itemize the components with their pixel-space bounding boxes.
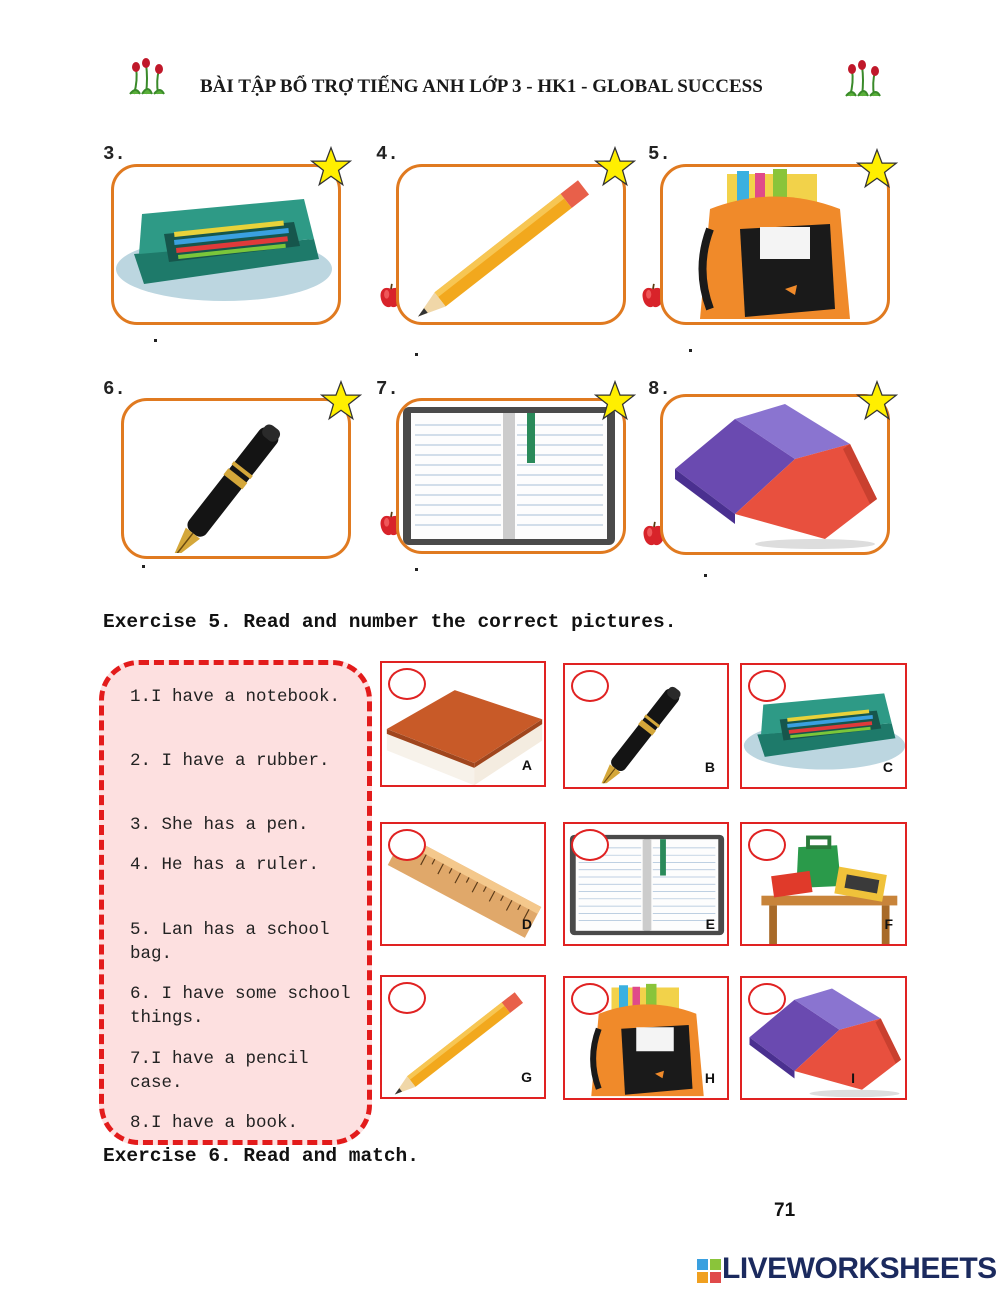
star-icon (856, 148, 898, 190)
answer-circle-e[interactable] (571, 829, 609, 861)
item-number-3: 3. (103, 143, 126, 165)
picture-cell-f (740, 822, 907, 946)
answer-circle-d[interactable] (388, 829, 426, 861)
picture-letter-g: G (521, 1069, 532, 1085)
picture-cell-c (740, 663, 907, 789)
star-icon (856, 380, 898, 422)
sentence-7: 7.I have a pencil case. (130, 1049, 309, 1093)
picture-letter-d: D (521, 916, 532, 932)
answer-circle-b[interactable] (571, 670, 609, 702)
liveworksheets-logo-icon (697, 1259, 721, 1283)
rubber-image (665, 399, 885, 549)
picture-frame-pencil (396, 164, 626, 325)
item-number-4: 4. (376, 143, 399, 165)
page-number: 71 (774, 1200, 796, 1221)
picture-frame-pencil-case (111, 164, 341, 325)
picture-cell-g (380, 975, 546, 1099)
pen-image (126, 403, 346, 553)
picture-letter-a: A (521, 757, 532, 773)
item-number-8: 8. (648, 378, 671, 400)
answer-blank (142, 565, 145, 568)
sentence-5: 5. Lan has a school bag. (130, 920, 330, 964)
sentence-3: 3. She has a pen. (130, 815, 309, 835)
picture-letter-i: I (851, 1070, 855, 1086)
sentence-2: 2. I have a rubber. (130, 751, 330, 771)
worksheet-title: BÀI TẬP BỔ TRỢ TIẾNG ANH LỚP 3 - HK1 - GLOBAL SUCCESS (200, 76, 763, 97)
sentence-1: 1.I have a notebook. (130, 687, 341, 707)
exercise-5-title: Exercise 5. Read and number the correct pictures. (103, 611, 677, 633)
picture-cell-h (563, 976, 729, 1100)
sentence-4: 4. He has a ruler. (130, 855, 320, 875)
picture-cell-a (380, 661, 546, 787)
answer-circle-a[interactable] (388, 668, 426, 700)
picture-cell-d (380, 822, 546, 946)
picture-letter-b: B (704, 759, 715, 775)
answer-circle-c[interactable] (748, 670, 786, 702)
star-icon (310, 146, 352, 188)
item-number-5: 5. (648, 143, 671, 165)
picture-letter-f: F (884, 916, 893, 932)
answer-blank (415, 568, 418, 571)
answer-circle-f[interactable] (748, 829, 786, 861)
answer-blank (704, 574, 707, 577)
answer-blank (154, 339, 157, 342)
star-icon (320, 380, 362, 422)
picture-letter-h: H (704, 1070, 715, 1086)
answer-circle-g[interactable] (388, 982, 426, 1014)
picture-cell-i (740, 976, 907, 1100)
answer-blank (415, 353, 418, 356)
sentence-list-box (99, 660, 372, 1145)
picture-frame-pen (121, 398, 351, 559)
school-bag-image (665, 169, 885, 319)
sentence-6: 6. I have some school things. (130, 984, 351, 1028)
liveworksheets-brand[interactable]: LIVEWORKSHEETS (722, 1252, 997, 1285)
picture-cell-e (563, 822, 729, 946)
exercise-6-title: Exercise 6. Read and match. (103, 1145, 419, 1167)
star-icon (594, 146, 636, 188)
picture-cell-b (563, 663, 729, 789)
flower-decoration-right (842, 60, 884, 100)
flower-decoration-left (126, 58, 168, 98)
pencil-image (401, 169, 621, 319)
item-number-6: 6. (103, 378, 126, 400)
answer-circle-h[interactable] (571, 983, 609, 1015)
picture-frame-notebook (396, 398, 626, 554)
sentence-8: 8.I have a book. (130, 1113, 299, 1133)
answer-circle-i[interactable] (748, 983, 786, 1015)
item-number-7: 7. (376, 378, 399, 400)
picture-letter-e: E (705, 916, 715, 932)
picture-letter-c: C (882, 759, 893, 775)
answer-blank (689, 349, 692, 352)
notebook-image (399, 401, 619, 551)
pencil-case-image (114, 169, 334, 319)
star-icon (594, 380, 636, 422)
